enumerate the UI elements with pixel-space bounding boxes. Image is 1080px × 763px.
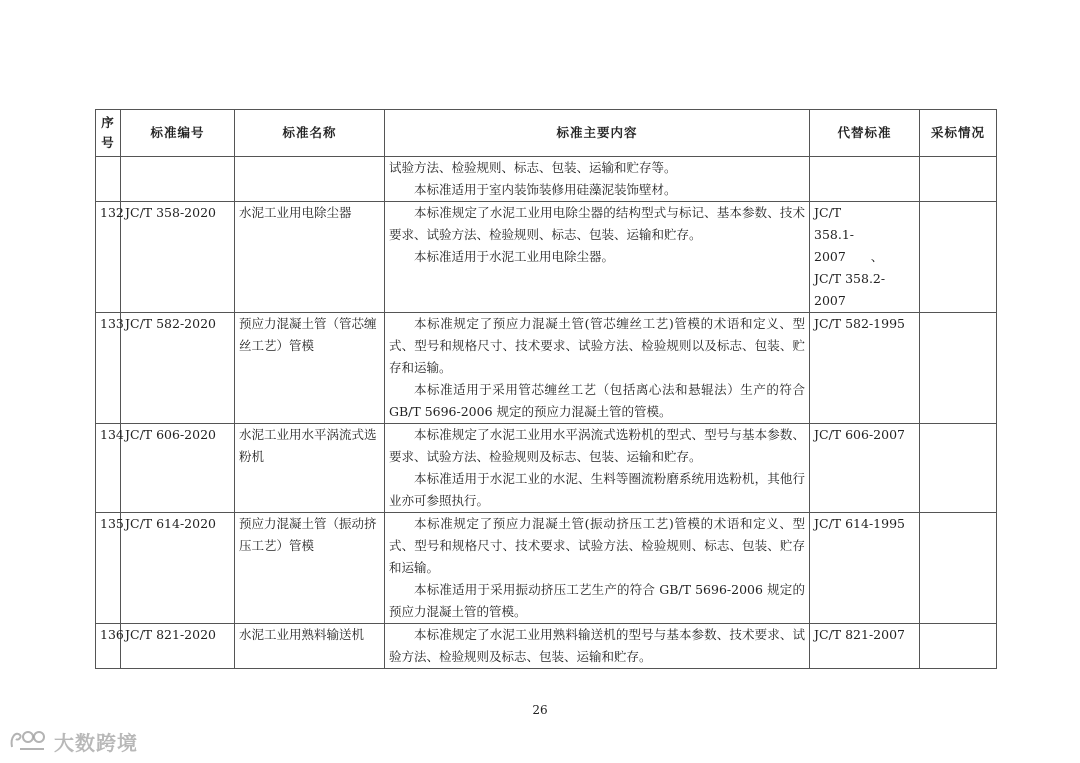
cell-code: JC/T 614-2020 xyxy=(121,513,235,624)
content-paragraph: 本标准规定了水泥工业用熟料输送机的型号与基本参数、技术要求、试验方法、检验规则及标志、包装、运输和贮存。 xyxy=(389,627,805,664)
standards-table xyxy=(95,109,997,669)
cell-seq: 132 xyxy=(96,202,121,313)
content-paragraph: 本标准适用于采用管芯缠丝工艺（包括离心法和悬辊法）生产的符合 GB/T 5696-2006 规定的预应力混凝土管的管模。 xyxy=(389,382,805,419)
cell-replaced: JC/T 821-2007 xyxy=(810,624,920,669)
cell-code: JC/T 358-2020 xyxy=(121,202,235,313)
content-paragraph: 本标准适用于采用振动挤压工艺生产的符合 GB/T 5696-2006 规定的预应力混凝土管的管模。 xyxy=(389,582,805,619)
watermark xyxy=(8,726,138,756)
cell-adoption xyxy=(920,313,997,424)
table-row xyxy=(96,313,997,424)
cell-adoption xyxy=(920,157,997,202)
cell-replaced: JC/T 358.1-2007 、 JC/T 358.2-2007 xyxy=(810,202,920,313)
cell-name: 水泥工业用电除尘器 xyxy=(235,202,385,313)
cell-content xyxy=(385,424,810,513)
header-seq: 序号 xyxy=(96,110,121,157)
cell-name xyxy=(235,157,385,202)
cell-code xyxy=(121,157,235,202)
content-paragraph: 本标准规定了水泥工业用电除尘器的结构型式与标记、基本参数、技术要求、试验方法、检验规则、标志、包装、运输和贮存。 xyxy=(389,205,805,242)
cell-code: JC/T 606-2020 xyxy=(121,424,235,513)
cell-replaced: JC/T 614-1995 xyxy=(810,513,920,624)
content-paragraph: 本标准规定了预应力混凝土管(管芯缠丝工艺)管模的术语和定义、型式、型号和规格尺寸、技术要求、试验方法、检验规则以及标志、包装、贮存和运输。 xyxy=(389,316,805,375)
table-row xyxy=(96,202,997,313)
cell-name: 预应力混凝土管（管芯缠丝工艺）管模 xyxy=(235,313,385,424)
cell-seq: 135 xyxy=(96,513,121,624)
table-row xyxy=(96,513,997,624)
cell-name: 水泥工业用水平涡流式选粉机 xyxy=(235,424,385,513)
content-paragraph: 本标准规定了预应力混凝土管(振动挤压工艺)管模的术语和定义、型式、型号和规格尺寸、技术要求、试验方法、检验规则、标志、包装、贮存和运输。 xyxy=(389,516,805,575)
content-paragraph: 试验方法、检验规则、标志、包装、运输和贮存等。 xyxy=(389,160,677,175)
cell-content xyxy=(385,202,810,313)
header-content: 标准主要内容 xyxy=(385,110,810,157)
header-replaced: 代替标准 xyxy=(810,110,920,157)
cell-seq: 134 xyxy=(96,424,121,513)
cell-replaced: JC/T 606-2007 xyxy=(810,424,920,513)
cell-name: 预应力混凝土管（振动挤压工艺）管模 xyxy=(235,513,385,624)
page-number: 26 xyxy=(532,703,548,717)
content-paragraph: 本标准适用于水泥工业用电除尘器。 xyxy=(414,249,615,264)
content-paragraph: 本标准适用于室内装饰装修用硅藻泥装饰壁材。 xyxy=(414,182,677,197)
cell-code: JC/T 821-2020 xyxy=(121,624,235,669)
cell-adoption xyxy=(920,424,997,513)
watermark-logo-icon xyxy=(8,725,50,757)
cell-seq xyxy=(96,157,121,202)
cell-adoption xyxy=(920,513,997,624)
table-body xyxy=(96,157,997,669)
table-header-row xyxy=(96,110,997,157)
content-paragraph: 本标准规定了水泥工业用水平涡流式选粉机的型式、型号与基本参数、要求、试验方法、检验规则及标志、包装、运输和贮存。 xyxy=(389,427,805,464)
table-row xyxy=(96,157,997,202)
table-row xyxy=(96,424,997,513)
cell-replaced xyxy=(810,157,920,202)
cell-content xyxy=(385,313,810,424)
cell-seq: 136 xyxy=(96,624,121,669)
cell-replaced: JC/T 582-1995 xyxy=(810,313,920,424)
content-paragraph: 本标准适用于水泥工业的水泥、生料等圈流粉磨系统用选粉机，其他行业亦可参照执行。 xyxy=(389,471,805,508)
header-name: 标准名称 xyxy=(235,110,385,157)
cell-code: JC/T 582-2020 xyxy=(121,313,235,424)
header-adoption: 采标情况 xyxy=(920,110,997,157)
cell-seq: 133 xyxy=(96,313,121,424)
cell-adoption xyxy=(920,624,997,669)
cell-adoption xyxy=(920,202,997,313)
cell-content xyxy=(385,513,810,624)
table-row xyxy=(96,624,997,669)
header-code: 标准编号 xyxy=(121,110,235,157)
cell-name: 水泥工业用熟料输送机 xyxy=(235,624,385,669)
watermark-text: 大数跨境 xyxy=(54,730,138,755)
cell-content xyxy=(385,624,810,669)
cell-content xyxy=(385,157,810,202)
